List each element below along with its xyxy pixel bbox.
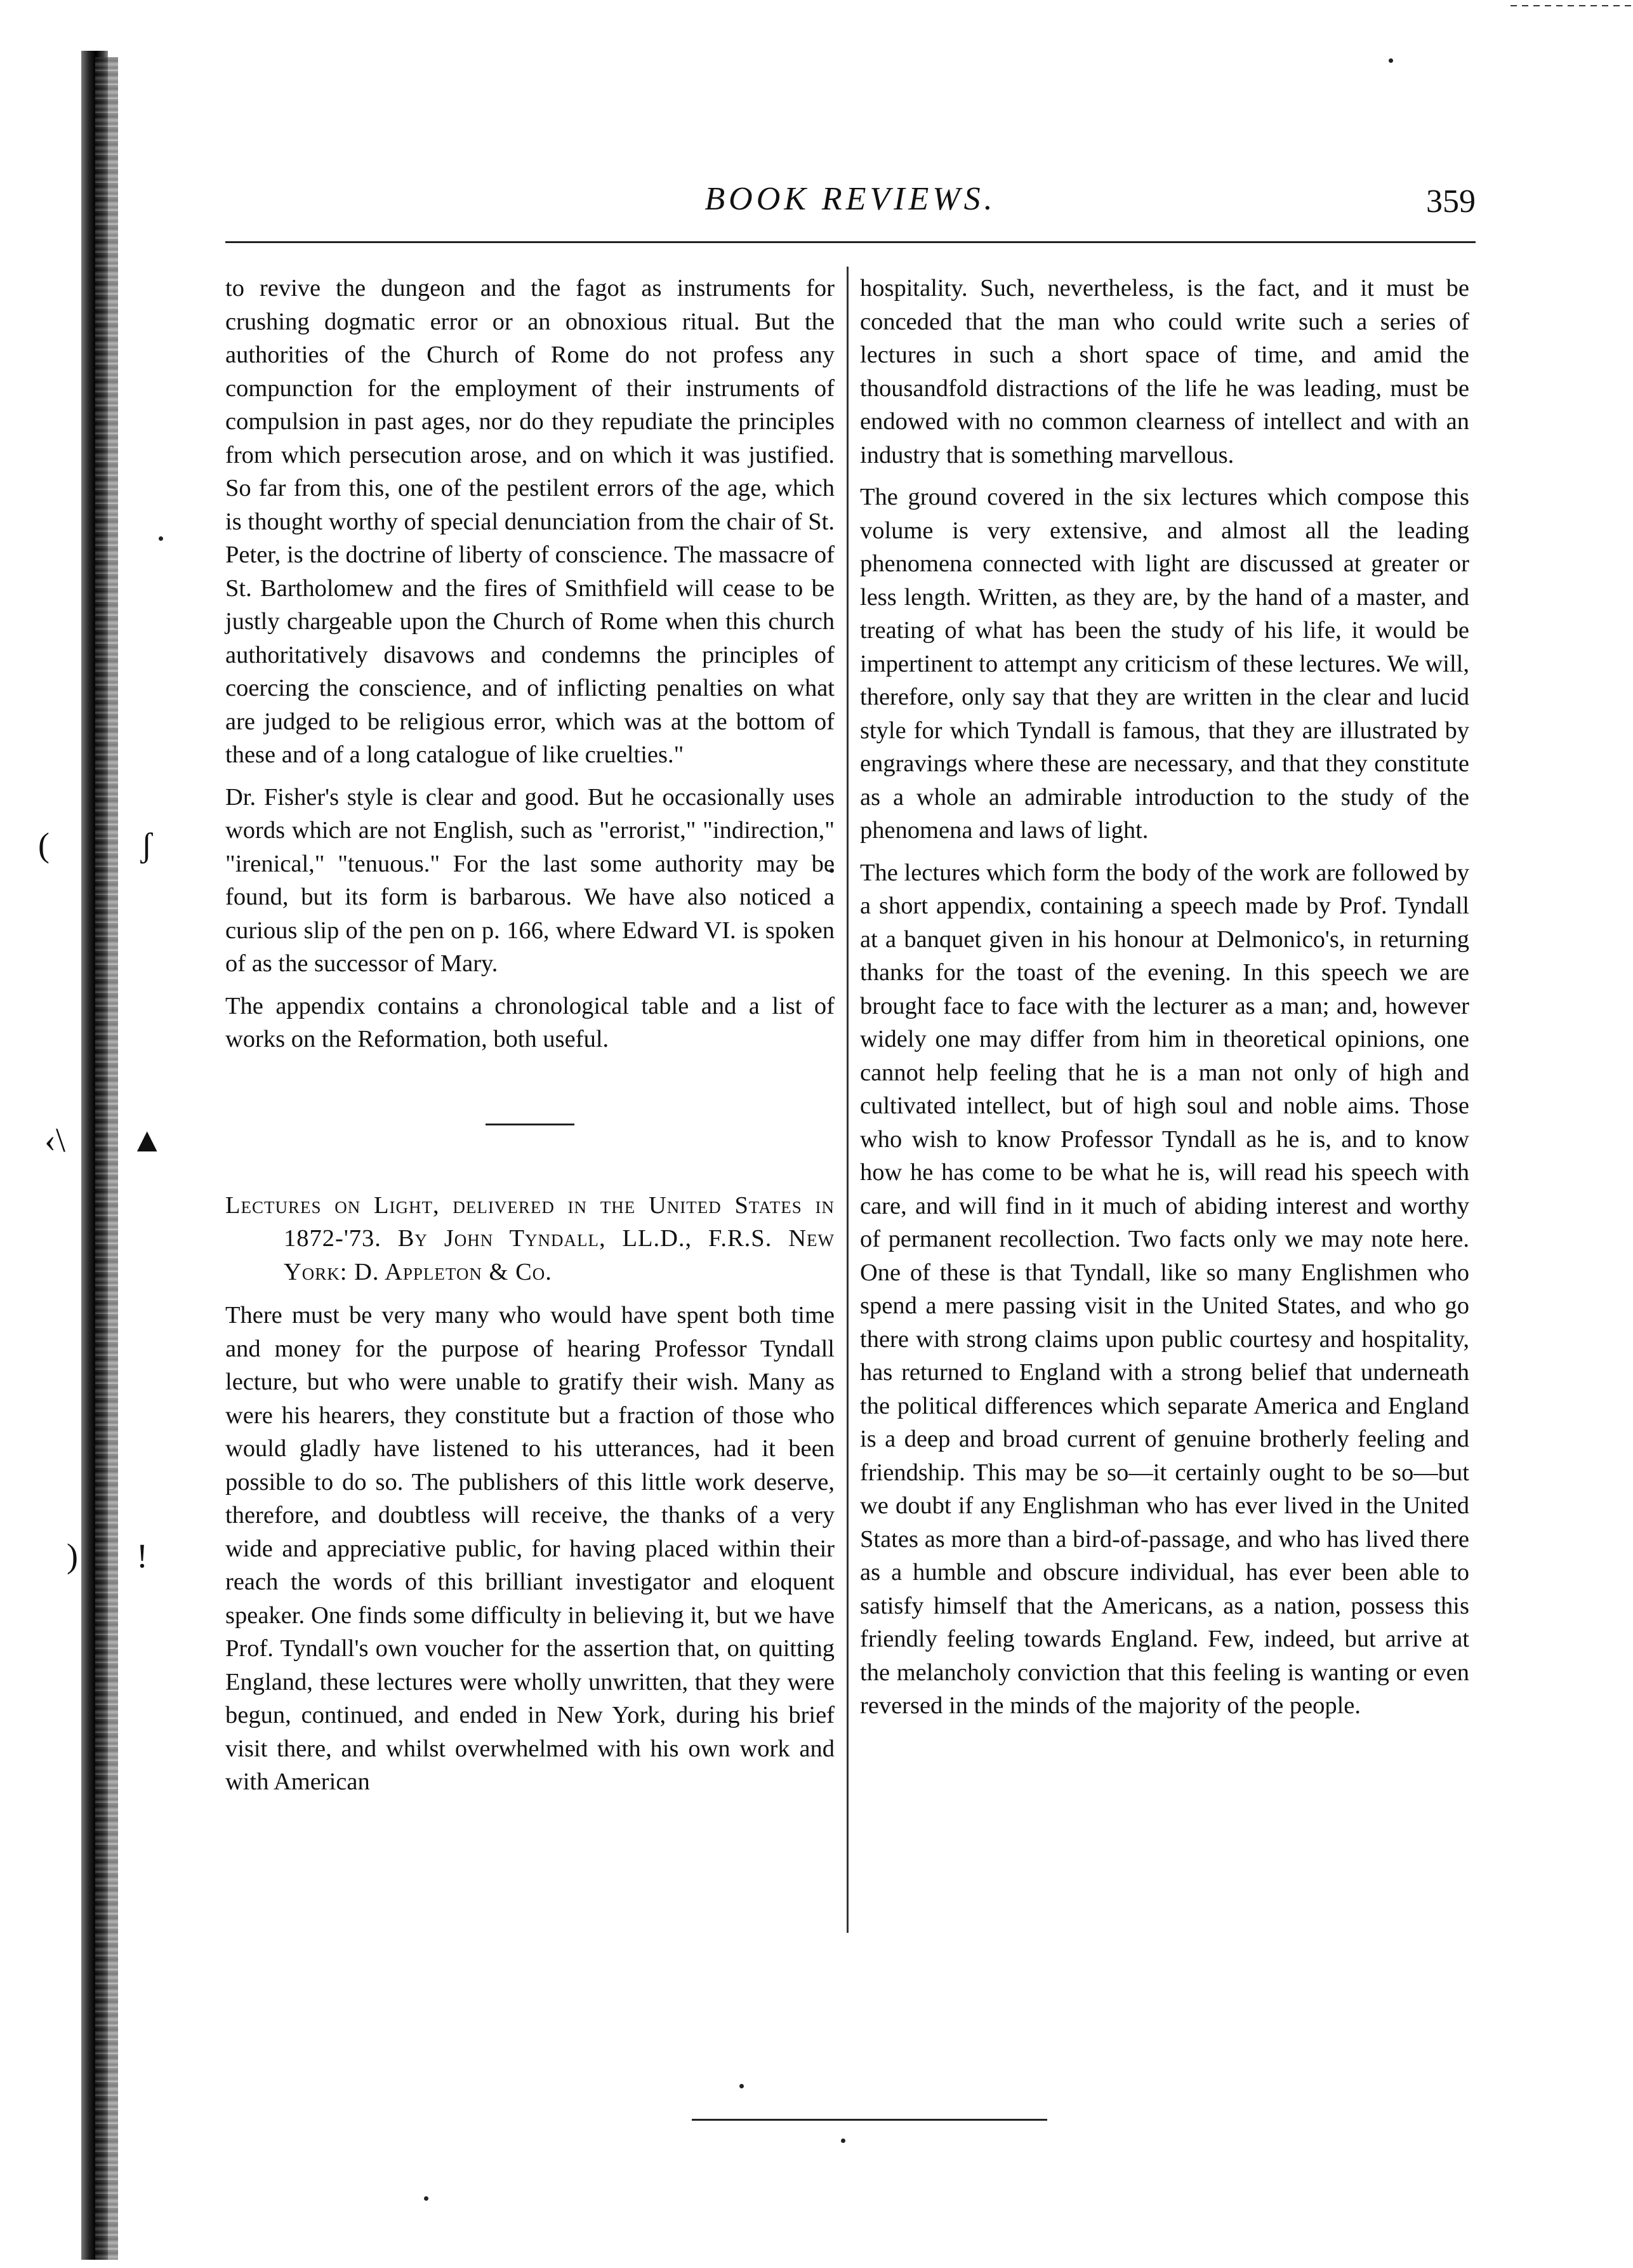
page-number: 359	[1426, 183, 1476, 220]
section-divider	[486, 1124, 574, 1125]
paragraph: There must be very many who would have spent both time and money for the purpose of hearing Professor Tyndall lecture, but who were unable to gratify their wish. Many as were his hearers, they constitute but a fraction of those who would gladly have listened to his utterances, had it been possible to do so. The publishers of this little work deserve, therefore, and doubtless will receive, the thanks of a very wide and appreciative public, for having placed within their reach the words of this brilliant investigator and eloquent speaker. One finds some difficulty in believing it, but we have Prof. Tyndall's own voucher for the assertion that, on quitting England, these lectures were wholly unwritten, that they were begun, continued, and ended in New York, during his brief visit there, and whilst overwhelmed with his own work and with American	[225, 1302, 835, 1795]
speck	[1389, 58, 1393, 63]
left-column	[225, 272, 835, 1799]
margin-mark-6: !	[136, 1537, 148, 1575]
speck	[841, 2139, 845, 2143]
margin-mark-1: (	[38, 826, 50, 864]
speck	[424, 2196, 428, 2201]
paragraph: to revive the dungeon and the fagot as instruments for crushing dogmatic error or an obnoxious ritual. But the authorities of the Church of Rome do not profess any compunction for the employment of their instruments of compulsion in past ages, nor do they repudiate the principles from which persecution arose, and on which it was justified. So far from this, one of the pestilent errors of the age, which is thought worthy of special denunciation from the chair of St. Peter, is the doctrine of liberty of conscience. The massacre of St. Bartholomew and the fires of Smithfield will cease to be justly chargeable upon the Church of Rome when this church authoritatively disavows and condemns the principles of coercing the conscience, and of inflicting penalties on what are judged to be religious error, which was at the bottom of these and of a long catalogue of like cruelties."	[225, 275, 835, 768]
running-head	[225, 176, 1476, 234]
speck	[159, 536, 163, 541]
paragraph: The ground covered in the six lectures which compose this volume is very extensive, and almost all the leading phenomena connected with light are discussed at greater or less length. Written, as they are, by the hand of a master, and treating of what has been the study of his life, it would be impertinent to attempt any criticism of these lectures. We will, therefore, only say that they are written in the clear and lucid style for which Tyndall is famous, that they are illustrated by engravings where these are necessary, and that they constitute as a whole an admirable introduction to the study of the phenomena and laws of light.	[860, 484, 1469, 844]
review-heading: Lectures on Light, delivered in the United States in 1872-'73. By John Tyndall, LL.D., F.R.S. New York: D. Appleton & Co.	[225, 1191, 835, 1285]
paragraph: The lectures which form the body of the work are followed by a short appendix, containing a speech made by Prof. Tyndall at a banquet given in his honour at Delmonico's, in returning thanks for the toast of the evening. In this speech we are brought face to face with the lecturer as a man; and, however widely one may differ from him in theoretical opinions, one cannot help feeling that he is a man not only of high and cultivated intellect, but of high soul and noble aims. Those who wish to know Professor Tyndall as he is, and to know how he has come to be what he is, will read his speech with care, and will find in it much of abiding interest and worthy of permanent recollection. Two facts only we may note here. One of these is that Tyndall, like so many Englishmen who spend a mere passing visit in the United States, and who go there with strong claims upon public courtesy and hospitality, has returned to England with a strong belief that underneath the political differences which separate America and England is a deep and broad current of genuine brotherly feeling and friendship. This may be so—it certainly ought to be so—but we doubt if any Englishman who has ever lived in the United States as more than a bird-of-passage, and who has lived there as a humble and obscure individual, has ever been able to satisfy himself that the Americans, as a nation, possess this friendly feeling towards England. Few, indeed, but arrive at the melancholy conviction that this feeling is wanting or even reversed in the minds of the majority of the people.	[860, 859, 1469, 1719]
binding-spine-texture	[95, 57, 118, 2260]
right-column	[860, 272, 1469, 1723]
paragraph: Dr. Fisher's style is clear and good. But he occasionally uses words which are not English, such as "errorist," "indirection," "irenical," "tenuous." For the last some authority may be found, but its form is barbarous. We have also noticed a curious slip of the pen on p. 166, where Edward VI. is spoken of as the successor of Mary.	[225, 783, 835, 977]
running-head-title: BOOK REVIEWS.	[704, 181, 996, 217]
column-rule	[847, 267, 849, 1933]
scan-edge-dash	[1511, 5, 1631, 6]
speck	[739, 2084, 744, 2088]
footer-rule	[692, 2119, 1047, 2121]
margin-mark-5: )	[67, 1537, 78, 1575]
paragraph: The appendix contains a chronological table and a list of works on the Reformation, both useful.	[225, 992, 835, 1052]
margin-mark-3: ‹\	[44, 1121, 65, 1159]
header-rule	[225, 241, 1476, 243]
margin-mark-2: ʃ	[141, 826, 152, 864]
margin-mark-4: ▲	[130, 1121, 164, 1159]
paragraph: hospitality. Such, nevertheless, is the fact, and it must be conceded that the man who could write such a series of lectures in such a short space of time, and amid the thousandfold distractions of the life he was leading, must be endowed with no common clearness of intellect and with an industry that is something marvellous.	[860, 275, 1469, 468]
